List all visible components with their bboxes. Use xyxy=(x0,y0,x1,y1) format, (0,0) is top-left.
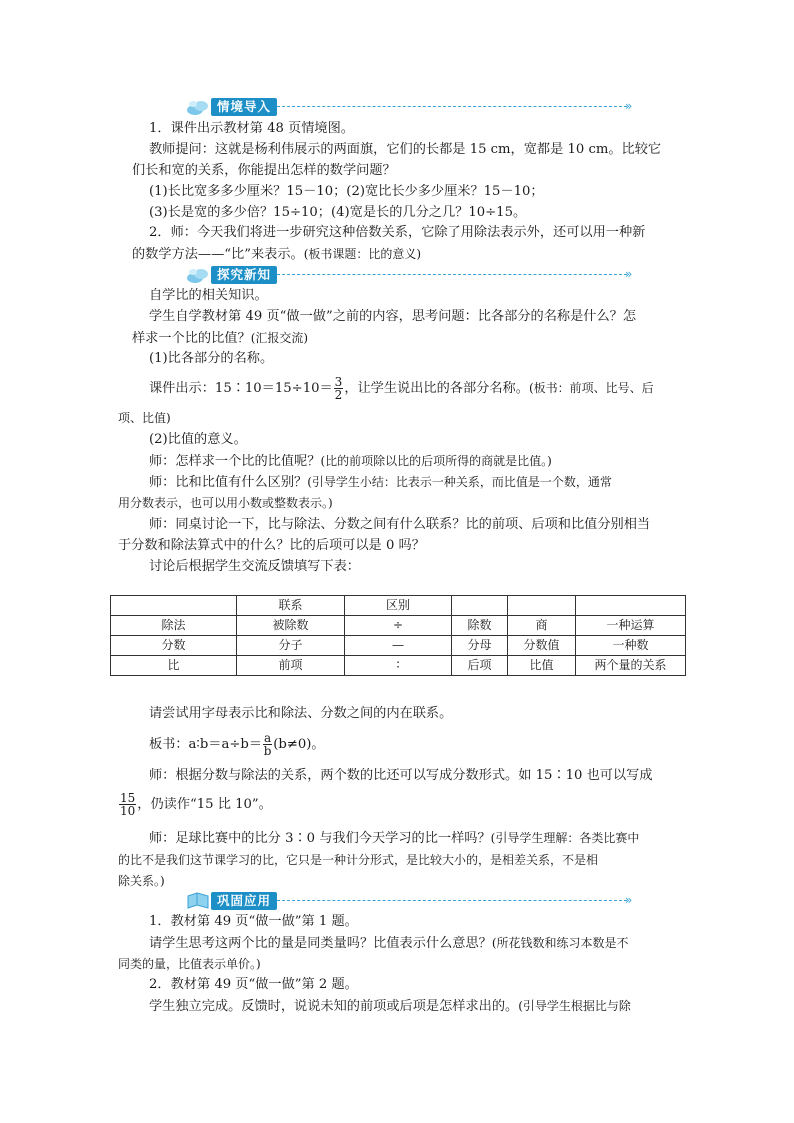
table-cell: 后项 xyxy=(452,656,508,676)
section-title: 情境导入 xyxy=(211,98,277,116)
dashed-rule xyxy=(277,106,627,107)
text-span: 的数学方法——“比”来表示。 xyxy=(132,247,304,262)
text-line xyxy=(149,473,612,492)
table-cell: 分数值 xyxy=(508,636,576,656)
table-cell: 区别 xyxy=(345,596,452,616)
double-arrow-icon: » xyxy=(625,893,633,907)
table-cell: 联系 xyxy=(237,596,345,616)
text-line: 于分数和除法算式中的什么？比的后项可以是 0 吗？ xyxy=(118,538,425,553)
section-header-explore xyxy=(185,264,640,286)
text-span: ，仍读作“15 比 10”。 xyxy=(137,797,272,812)
text-span: 板书：a∶b＝a÷b＝ xyxy=(149,737,263,752)
double-arrow-icon: » xyxy=(625,99,633,113)
text-line: 师：同桌讨论一下，比与除法、分数之间有什么联系？比的前项、后项和比值分别相当 xyxy=(149,517,651,532)
table-cell: — xyxy=(345,636,452,656)
board-note: (板书：前项、比号、后 xyxy=(528,381,654,395)
text-line xyxy=(149,934,629,953)
text-line: 2．师：今天我们将进一步研究这种倍数关系，它除了用除法表示外，还可以用一种新 xyxy=(149,225,646,240)
text-line: 1．教材第 49 页“做一做”第 1 题。 xyxy=(149,914,358,929)
section-title: 巩固应用 xyxy=(211,892,277,910)
table-cell: 一种运算 xyxy=(576,616,686,636)
text-span: 师：足球比赛中的比分 3∶0 与我们今天学习的比一样吗？ xyxy=(149,831,491,846)
table-cell: 比 xyxy=(111,656,237,676)
text-line xyxy=(149,374,654,403)
table-row xyxy=(111,616,686,636)
note: (汇报交流) xyxy=(250,331,309,345)
table-cell: 一种数 xyxy=(576,636,686,656)
note: (比的前项除以比的后项所得的商就是比值。) xyxy=(320,454,552,468)
text-line: (2)比值的意义。 xyxy=(149,432,247,447)
table-cell: 分子 xyxy=(237,636,345,656)
note: (引导学生根据比与除 xyxy=(518,999,631,1013)
fraction xyxy=(263,732,272,757)
numerator: a xyxy=(264,731,272,745)
text-span: 师：比和比值有什么区别？ xyxy=(149,475,308,490)
text-span: 课件出示：15∶10＝15÷10＝ xyxy=(149,381,333,396)
fraction xyxy=(334,376,344,401)
table-cell: 分母 xyxy=(452,636,508,656)
table-cell: 被除数 xyxy=(237,616,345,636)
table-row xyxy=(111,656,686,676)
section-header-intro xyxy=(185,96,640,118)
text-line xyxy=(132,245,421,264)
text-line: 用分数表示，也可以用小数或整数表示。) xyxy=(118,496,333,510)
text-line: 学生自学教材第 49 页“做一做”之前的内容，思考问题：比各部分的名称是什么？怎 xyxy=(149,309,637,324)
text-line: (1)比各部分的名称。 xyxy=(149,351,274,366)
note: (所花钱数和练习本数是不 xyxy=(491,936,629,950)
dashed-rule xyxy=(277,274,627,275)
text-line xyxy=(132,329,308,348)
text-line: (3)长是宽的多少倍？15÷10；(4)宽是长的几分之几？10÷15。 xyxy=(149,205,527,220)
text-line: 同类的量，比值表示单价。) xyxy=(118,957,261,971)
text-span: 请学生思考这两个比的量是同类量吗？比值表示什么意思？ xyxy=(149,936,492,951)
text-line: 1．课件出示教材第 48 页情境图。 xyxy=(149,121,354,136)
table-cell: 比值 xyxy=(508,656,576,676)
section-title: 探究新知 xyxy=(211,266,277,284)
text-line: 除关系。) xyxy=(118,874,165,888)
table-cell: 两个量的关系 xyxy=(576,656,686,676)
text-line: 自学比的相关知识。 xyxy=(149,288,268,303)
text-line: (1)长比宽多多少厘米？15－10；(2)宽比长少多少厘米？15－10； xyxy=(149,184,544,199)
table-cell xyxy=(508,596,576,616)
text-line: 项、比值) xyxy=(118,411,171,425)
fraction xyxy=(119,792,136,817)
text-line xyxy=(149,997,631,1016)
text-span: 师：怎样求一个比的比值呢？ xyxy=(149,454,321,469)
text-line xyxy=(149,829,639,848)
note: (引导学生理解：各类比赛中 xyxy=(490,831,640,845)
clouds-icon xyxy=(185,96,211,118)
table-cell: ∶ xyxy=(345,656,452,676)
text-line: 们长和宽的关系，你能提出怎样的数学问题？ xyxy=(132,163,396,178)
table-cell xyxy=(452,596,508,616)
dashed-rule xyxy=(277,900,627,901)
denominator: 2 xyxy=(334,388,343,402)
text-line: 师：根据分数与除法的关系，两个数的比还可以写成分数形式。如 15∶10 也可以写成 xyxy=(149,768,653,783)
text-line: 2．教材第 49 页“做一做”第 2 题。 xyxy=(149,977,358,992)
text-span: (b≠0)。 xyxy=(273,737,325,752)
text-span: 样求一个比的比值？ xyxy=(132,331,251,346)
text-span: 学生独立完成。反馈时，说说未知的前项或后项是怎样求出的。 xyxy=(149,999,519,1014)
text-line: 请尝试用字母表示比和除法、分数之间的内在联系。 xyxy=(149,706,453,721)
table-cell: 前项 xyxy=(237,656,345,676)
book-icon xyxy=(185,890,211,912)
text-line: 的比不是我们这节课学习的比，它只是一种计分形式，是比较大小的，是相差关系，不是相 xyxy=(118,853,599,867)
table-header-row xyxy=(111,596,686,616)
text-line xyxy=(149,452,552,471)
table-cell: ÷ xyxy=(345,616,452,636)
text-span: ，让学生说出比的各部分名称。 xyxy=(344,381,529,396)
numerator: 15 xyxy=(120,791,136,805)
denominator: b xyxy=(263,744,272,758)
board-note: (板书课题：比的意义) xyxy=(303,247,422,261)
text-line: 讨论后根据学生交流反馈填写下表： xyxy=(149,559,360,574)
table-cell: 除法 xyxy=(111,616,237,636)
denominator: 10 xyxy=(120,804,136,818)
table-cell: 商 xyxy=(508,616,576,636)
table-row xyxy=(111,636,686,656)
text-line: 教师提问：这就是杨利伟展示的两面旗，它们的长都是 15 cm，宽都是 10 cm。比较它 xyxy=(149,142,662,157)
double-arrow-icon: » xyxy=(625,267,633,281)
table-cell xyxy=(576,596,686,616)
clouds-icon xyxy=(185,264,211,286)
note: (引导学生小结：比表示一种关系，而比值是一个数，通常 xyxy=(307,475,612,489)
table-cell xyxy=(111,596,237,616)
text-line xyxy=(118,790,272,820)
table-cell: 分数 xyxy=(111,636,237,656)
table-cell: 除数 xyxy=(452,616,508,636)
section-header-apply xyxy=(185,890,640,912)
text-line xyxy=(149,731,325,759)
numerator: 3 xyxy=(334,375,343,389)
comparison-table xyxy=(110,595,686,676)
